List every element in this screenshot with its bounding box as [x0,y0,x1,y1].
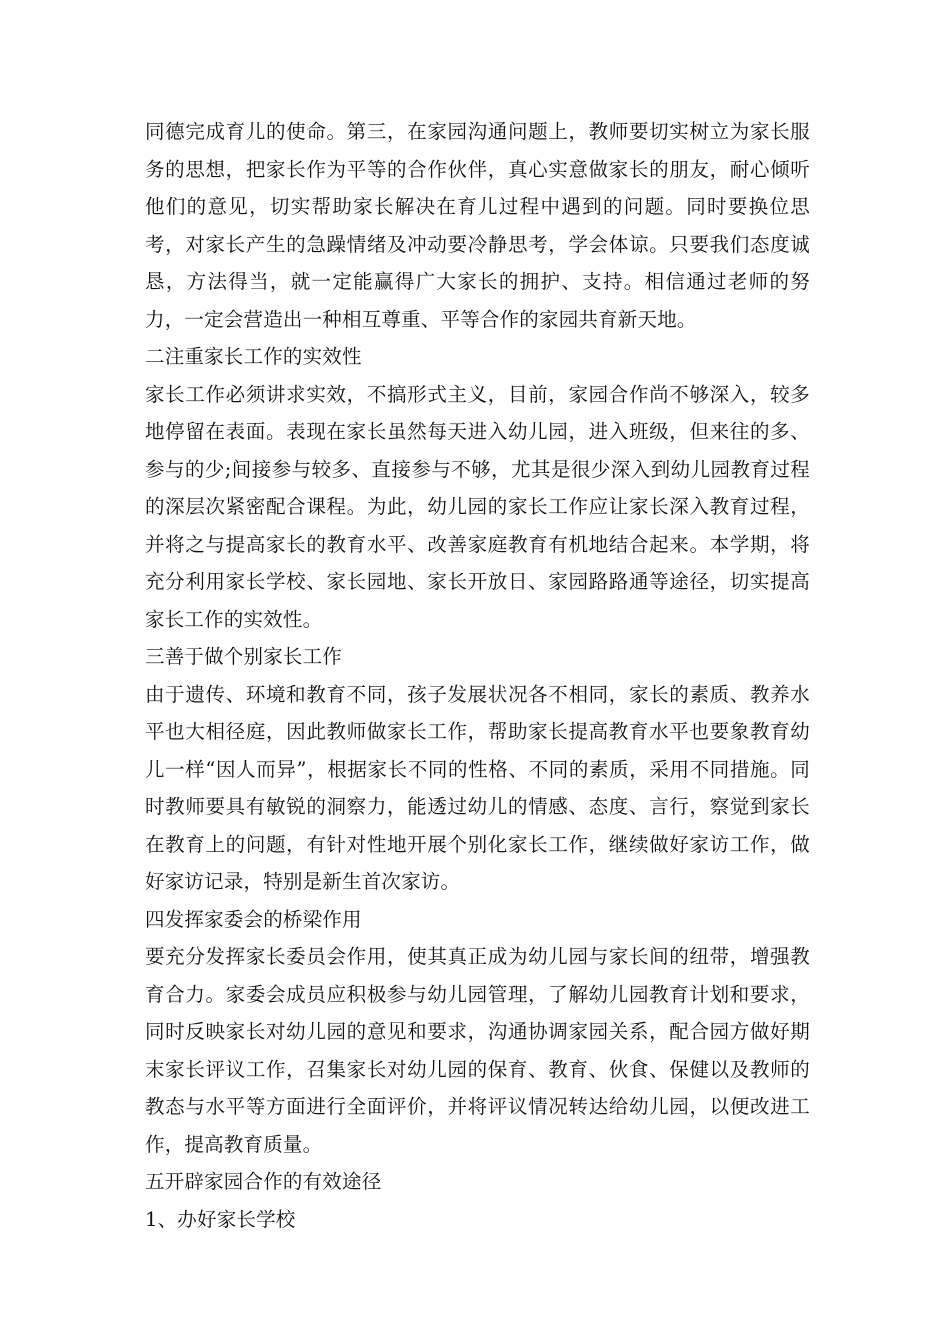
section-heading-4: 四发挥家委会的桥梁作用 [145,907,362,931]
section-heading-2: 二注重家长工作的实效性 [145,345,362,368]
document-page [145,113,810,1238]
section-heading-3: 三善于做个别家长工作 [145,645,343,668]
paragraph-role-of-teacher: 同德完成育儿的使命。第三，在家园沟通问题上，教师要切实树立为家长服务的思想，把家长作为平等的合作伙伴，真心实意做家长的朋友，耐心倾听他们的意见，切实帮助家长解决在育儿过程中遇到的问题。同时要换位思考，对家长产生的急躁情绪及冲动要冷静思考，学会体谅。只要我们态度诚恳，方法得当，就一定能赢得广大家长的拥护、支持。相信通过老师的努力，一定会营造出一种相互尊重、平等合作的家园共育新天地。 [145,120,810,331]
paragraph-individual-work: 由于遗传、环境和教育不同，孩子发展状况各不相同，家长的素质、教养水平也大相径庭，因此教师做家长工作，帮助家长提高教育水平也要象教育幼儿一样“因人而异”，根据家长不同的性格、不同的素质，采用不同措施。同时教师要具有敏锐的洞察力，能透过幼儿的情感、态度、言行，察觉到家长在教育上的问题，有针对性地开展个别化家长工作，继续做好家访工作，做好家访记录，特别是新生首次家访。 [145,682,810,893]
paragraph-parent-committee: 要充分发挥家长委员会作用，使其真正成为幼儿园与家长间的纽带，增强教育合力。家委会成员应积极参与幼儿园管理，了解幼儿园教育计划和要求，同时反映家长对幼儿园的意见和要求，沟通协调家园关系，配合园方做好期末家长评议工作，召集家长对幼儿园的保育、教育、伙食、保健以及教师的教态与水平等方面进行全面评价，并将评议情况转达给幼儿园，以便改进工作，提高教育质量。 [145,945,810,1156]
paragraph-effectiveness: 家长工作必须讲求实效，不搞形式主义，目前，家园合作尚不够深入，较多地停留在表面。表现在家长虽然每天进入幼儿园，进入班级，但来往的多、参与的少;间接参与较多、直接参与不够，尤其是很少深入到幼儿园教育过程的深层次紧密配合课程。为此，幼儿园的家长工作应让家长深入教育过程，并将之与提高家长的教育水平、改善家庭教育有机地结合起来。本学期，将充分利用家长学校、家长园地、家长开放日、家园路路通等途径，切实提高家长工作的实效性。 [145,382,810,631]
subsection-heading-1: 1、办好家长学校 [145,1207,296,1231]
section-heading-5: 五开辟家园合作的有效途径 [145,1170,382,1193]
